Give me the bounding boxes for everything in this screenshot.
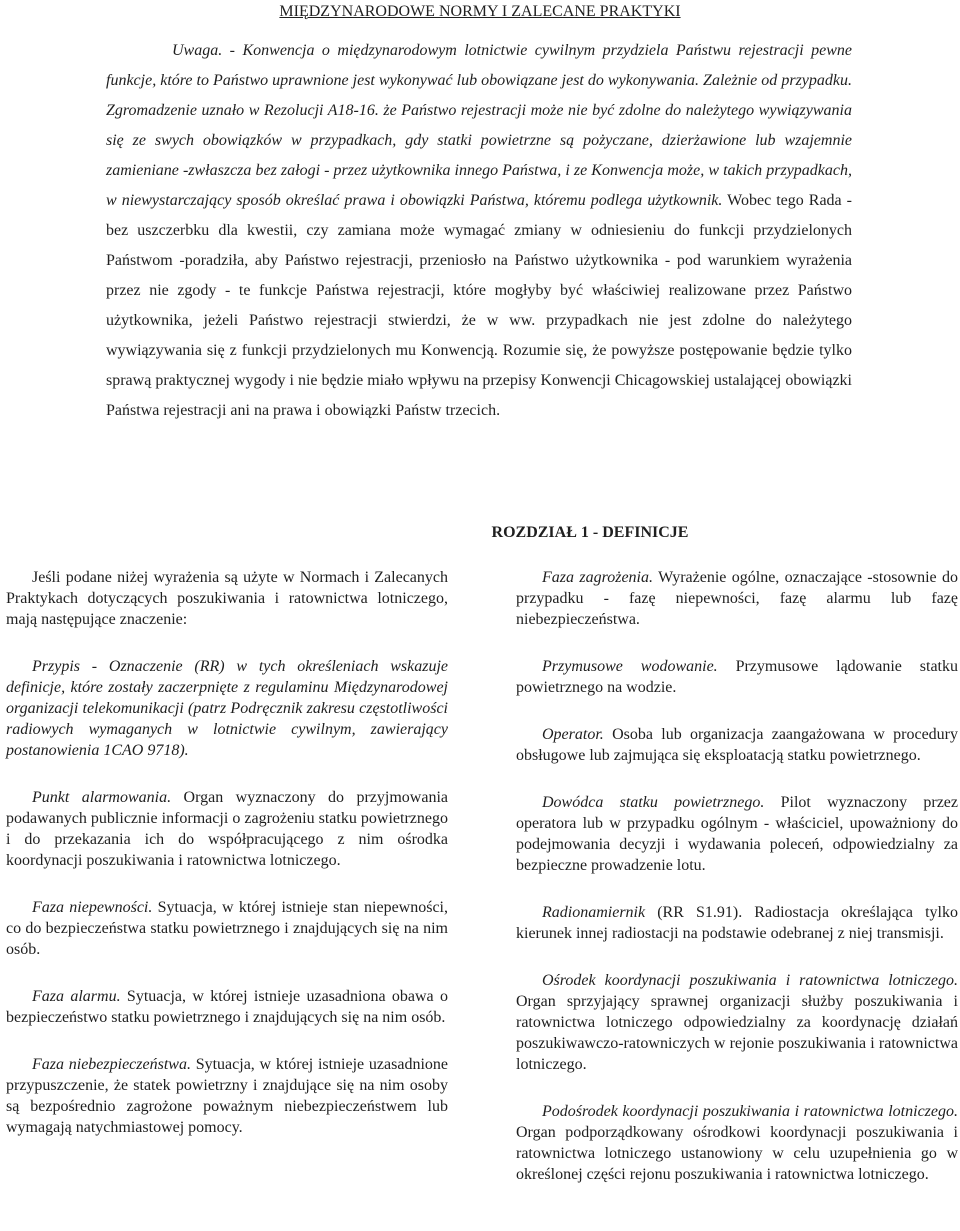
definition-item bbox=[516, 1101, 958, 1185]
definition-item bbox=[516, 902, 958, 944]
definition-item bbox=[6, 897, 448, 960]
definition-term: Operator. bbox=[542, 726, 604, 743]
definition-term: Faza niebezpieczeństwa. bbox=[32, 1056, 191, 1073]
note-regular: Wobec tego Rada - bez uszczerbku dla kwestii, czy zamiana może wymagać zmiany w odniesieniu do funkcji przydzielonych Państwom -poradziła, aby Państwo rejestracji, przeniosło na Państwo użytkownika - pod warunkiem wyrażenia przez nie zgody - te funkcje Państwa rejestracji, które mogłyby być właściwiej realizowane przez Państwo użytkownika, jeżeli Państwo rejestracji stwierdzi, że w ww. przypadkach nie jest zdolne do należytego wywiązywania się z funkcji przydzielonych mu Konwencją. Rozumie się, że powyższe postępowanie będzie tylko sprawą praktycznej wygody i nie będzie miało wpływu na przepisy Konwencji Chicagowskiej ustalającej obowiązki Państwa rejestracji ani na prawa i obowiązki Państw trzecich. bbox=[106, 192, 853, 419]
definition-term: Faza zagrożenia. bbox=[542, 569, 653, 586]
definitions-intro: Jeśli podane niżej wyrażenia są użyte w Normach i Zalecanych Praktykach dotyczących poszukiwania i ratownictwa lotniczego, mają następujące znaczenie: bbox=[6, 569, 448, 628]
definition-item bbox=[516, 567, 958, 630]
definition-item bbox=[6, 1054, 448, 1138]
definition-item bbox=[6, 787, 448, 871]
definition-term: Punkt alarmowania. bbox=[32, 789, 172, 806]
definition-term: Radionamiernik bbox=[542, 904, 646, 921]
definition-text: Sytuacja, w której istnieje stan niepewności, co do bezpieczeństwa statku powietrznego i znajdujących się na nim osób. bbox=[6, 899, 448, 958]
definition-text: Organ podporządkowany ośrodkowi koordynacji poszukiwania i ratownictwa lotniczego ustanowiony w celu uzupełnienia go w określonej części rejonu poszukiwania i ratownictwa lotniczego. bbox=[516, 1124, 958, 1183]
chapter-title: ROZDZIAŁ 1 - DEFINICJE bbox=[491, 524, 689, 541]
definition-item bbox=[516, 724, 958, 766]
definition-text: Osoba lub organizacja zaangażowana w procedury obsługowe lub zajmująca się eksploatacją statku powietrznego. bbox=[516, 726, 958, 764]
document-header: MIĘDZYNARODOWE NORMY I ZALECANE PRAKTYKI bbox=[279, 3, 681, 20]
definition-text: Wyrażenie ogólne, oznaczające -stosownie do przypadku - fazę niepewności, fazę alarmu lub fazę niebezpieczeństwa. bbox=[516, 569, 958, 628]
definition-text: Pilot wyznaczony przez operatora lub w przypadku ogólnym - właściciel, upoważniony do podejmowania decyzji i wydawania poleceń, odpowiedzialny za bezpieczne prowadzenie lotu. bbox=[516, 794, 958, 874]
footnote: Przypis - Oznaczenie (RR) w tych określeniach wskazuje definicje, które zostały zaczerpnięte z regulaminu Międzynarodowej organizacji telekomunikacji (patrz Podręcznik zakresu częstotliwości radiowych wymaganych w lotnictwie cywilnym, zawierający postanowienia 1CAO 9718). bbox=[6, 658, 448, 759]
definition-text: Przymusowe lądowanie statku powietrznego na wodzie. bbox=[516, 658, 958, 696]
definition-text: Organ sprzyjający sprawnej organizacji służby poszukiwania i ratownictwa lotniczego odpowiedzialny za koordynację działań poszukiwawczo-ratowniczych w rejonie poszukiwania i ratownictwa lotniczego. bbox=[516, 993, 958, 1073]
definition-term: Dowódca statku powietrznego. bbox=[542, 794, 765, 811]
definition-term: Ośrodek koordynacji poszukiwania i ratownictwa lotniczego. bbox=[542, 972, 958, 989]
definition-text: Organ wyznaczony do przyjmowania podawanych publicznie informacji o zagrożeniu statku powietrznego i do przekazania ich do współpracującego z nim ośrodka koordynacji poszukiwania i ratownictwa lotniczego. bbox=[6, 789, 448, 869]
note-italic: Uwaga. - Konwencja o międzynarodowym lotnictwie cywilnym przydziela Państwu rejestracji pewne funkcje, które to Państwo uprawnione jest wykonywać lub obowiązane jest do wykonywania. Zależnie od przypadku. Zgromadzenie uznało w Rezolucji A18-16. że Państwo rejestracji może nie być zdolne do należytego wywiązywania się ze swych obowiązków w przypadkach, gdy statki powietrzne są pożyczane, dzierżawione lub wzajemnie zamieniane -zwłaszcza bez załogi - przez użytkownika innego Państwa, i ze Konwencja może, w takich przypadkach, w niewystarczający sposób określać prawa i obowiązki Państwa, któremu podlega użytkownik. bbox=[106, 42, 852, 209]
definition-item bbox=[6, 986, 448, 1028]
definition-text: (RR S1.91). Radiostacja określająca tylko kierunek innej radiostacji na podstawie odebranej z niej transmisji. bbox=[516, 904, 958, 942]
note-paragraph bbox=[106, 36, 852, 426]
definition-item bbox=[516, 656, 958, 698]
definition-item bbox=[516, 792, 958, 876]
right-column bbox=[516, 567, 958, 1206]
definition-term: Przymusowe wodowanie. bbox=[542, 658, 718, 675]
definition-term: Faza alarmu. bbox=[32, 988, 121, 1005]
definition-term: Podośrodek koordynacji poszukiwania i ratownictwa lotniczego. bbox=[542, 1103, 958, 1120]
definition-item bbox=[516, 970, 958, 1075]
definition-text: Sytuacja, w której istnieje uzasadnione przypuszczenie, że statek powietrzny i znajdujące się na nim osoby są bezpośrednio zagrożone poważnym niebezpieczeństwem lub wymagają natychmiastowej pomocy. bbox=[6, 1056, 448, 1136]
definition-term: Faza niepewności. bbox=[32, 899, 153, 916]
left-column bbox=[6, 567, 448, 1159]
definition-text: Sytuacja, w której istnieje uzasadniona obawa o bezpieczeństwo statku powietrznego i znajdujących się na nim osób. bbox=[6, 988, 448, 1026]
